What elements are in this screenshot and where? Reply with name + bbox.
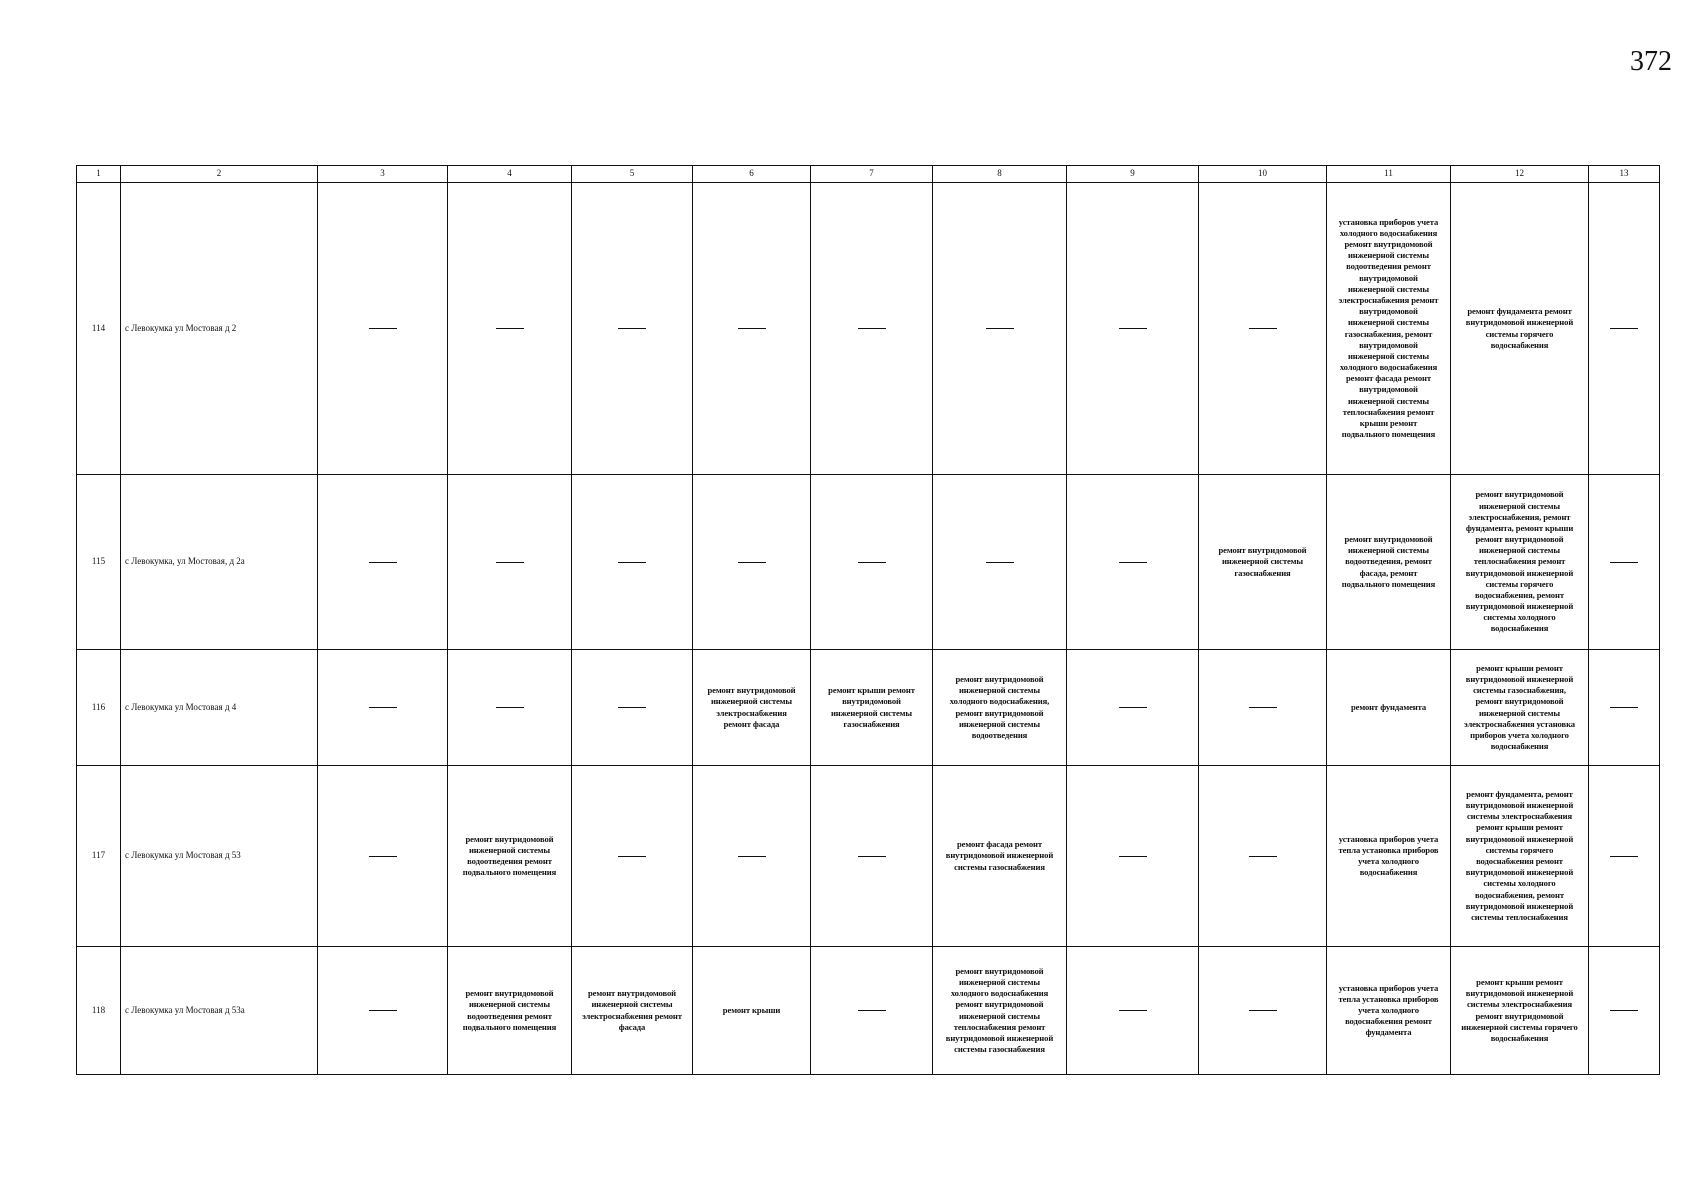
empty-dash-cell [1589, 650, 1660, 766]
works-table [76, 165, 1660, 1075]
empty-dash-cell [318, 475, 448, 650]
work-description-cell [1327, 947, 1451, 1075]
empty-dash-cell [693, 475, 811, 650]
column-header: 1 [77, 166, 121, 183]
dash-mark [1610, 562, 1638, 563]
work-description-text: ремонт внутридомовой инженерной системы электроснабжения ремонт фасада [582, 988, 682, 1032]
work-description-text: ремонт внутридомовой инженерной системы электроснабжения, ремонт фундамента, ремонт крыши ремонт внутридомовой инженерной системы теплоснабжения ремонт внутридомовой инженерной системы горячего водоснабжения, ремонт внутридомовой инженерной системы холодного водоснабжения [1465, 489, 1574, 634]
column-header: 7 [811, 166, 933, 183]
work-description-cell [1199, 475, 1327, 650]
work-description-text: установка приборов учета тепла установка приборов учета холодного водоснабжения [1338, 833, 1439, 878]
work-description-cell [933, 947, 1067, 1075]
empty-dash-cell [318, 766, 448, 947]
empty-dash-cell [1199, 947, 1327, 1075]
dash-mark [369, 707, 397, 708]
work-description-text: ремонт внутридомовой инженерной системы водоотведения ремонт подвального помещения [462, 988, 557, 1032]
work-description-cell [1327, 183, 1451, 475]
work-description-text: ремонт фундамента [1350, 701, 1427, 712]
dash-mark [1610, 856, 1638, 857]
table-row [77, 475, 1660, 650]
work-description-cell [1327, 650, 1451, 766]
empty-dash-cell [1067, 183, 1199, 475]
empty-dash-cell [933, 475, 1067, 650]
empty-dash-cell [693, 183, 811, 475]
empty-dash-cell [1589, 183, 1660, 475]
row-number: 118 [77, 947, 121, 1075]
dash-mark [496, 562, 524, 563]
column-header: 3 [318, 166, 448, 183]
empty-dash-cell [572, 650, 693, 766]
work-description-text: ремонт внутридомовой инженерной системы холодного водоснабжения, ремонт внутридомовой инженерной системы водоотведения [949, 673, 1050, 740]
dash-mark [858, 328, 886, 329]
dash-mark [1610, 328, 1638, 329]
column-header: 8 [933, 166, 1067, 183]
dash-mark [1249, 856, 1277, 857]
work-description-text: ремонт внутридомовой инженерной системы электроснабжения ремонт фасада [707, 685, 796, 729]
work-description-cell [811, 650, 933, 766]
work-description-cell [933, 766, 1067, 947]
work-description-cell [1451, 650, 1589, 766]
column-header: 11 [1327, 166, 1451, 183]
work-description-text: ремонт внутридомовой инженерной системы газоснабжения [1218, 545, 1307, 578]
work-description-cell [1327, 766, 1451, 947]
column-header: 9 [1067, 166, 1199, 183]
dash-mark [618, 707, 646, 708]
dash-mark [1119, 328, 1147, 329]
dash-mark [738, 562, 766, 563]
work-description-text: ремонт крыши [722, 1004, 781, 1015]
empty-dash-cell [572, 766, 693, 947]
column-header: 12 [1451, 166, 1589, 183]
work-description-text: ремонт крыши ремонт внутридомовой инженерной системы газоснабжения, ремонт внутридомовой инженерной системы электроснабжения установка приборов учета холодного водоснабжения [1464, 662, 1575, 752]
dash-mark [618, 856, 646, 857]
empty-dash-cell [811, 947, 933, 1075]
work-description-text: ремонт внутридомовой инженерной системы водоотведения ремонт подвального помещения [462, 833, 557, 878]
dash-mark [858, 562, 886, 563]
dash-mark [1249, 707, 1277, 708]
dash-mark [369, 562, 397, 563]
work-description-text: ремонт крыши ремонт внутридомовой инженерной системы газоснабжения [828, 685, 915, 729]
work-description-cell [1327, 475, 1451, 650]
dash-mark [1249, 328, 1277, 329]
empty-dash-cell [811, 183, 933, 475]
dash-mark [496, 328, 524, 329]
work-description-cell [572, 947, 693, 1075]
empty-dash-cell [1589, 766, 1660, 947]
work-description-cell [693, 947, 811, 1075]
work-description-text: установка приборов учета тепла установка приборов учета холодного водоснабжения ремонт фундамента [1338, 982, 1439, 1038]
dash-mark [369, 1010, 397, 1011]
dash-mark [618, 328, 646, 329]
empty-dash-cell [448, 183, 572, 475]
address-cell: с Левокумка, ул Мостовая, д 2а [121, 475, 318, 650]
work-description-cell [1451, 766, 1589, 947]
column-header: 10 [1199, 166, 1327, 183]
work-description-text: ремонт фундамента, ремонт внутридомовой инженерной системы электроснабжения ремонт крыши ремонт внутридомовой инженерной системы горячего водоснабжения ремонт внутридомовой инженерной системы холодного водоснабжения, ремонт внутридомовой инженерной системы теплоснабжения [1465, 788, 1574, 922]
table-body [77, 183, 1660, 1075]
column-header: 6 [693, 166, 811, 183]
work-description-cell [933, 650, 1067, 766]
work-description-text: ремонт внутридомовой инженерной системы холодного водоснабжения ремонт внутридомовой инженерной системы теплоснабжения ремонт внутридомовой инженерной системы газоснабжения [945, 965, 1054, 1055]
dash-mark [986, 562, 1014, 563]
dash-mark [1119, 562, 1147, 563]
table-row [77, 766, 1660, 947]
empty-dash-cell [1067, 650, 1199, 766]
work-description-cell [1451, 475, 1589, 650]
dash-mark [1119, 1010, 1147, 1011]
column-header: 13 [1589, 166, 1660, 183]
empty-dash-cell [448, 475, 572, 650]
column-header: 2 [121, 166, 318, 183]
row-number: 115 [77, 475, 121, 650]
empty-dash-cell [933, 183, 1067, 475]
empty-dash-cell [811, 475, 933, 650]
work-description-cell [448, 766, 572, 947]
work-description-text: ремонт крыши ремонт внутридомовой инженерной системы электроснабжения ремонт внутридомовой инженерной системы горячего водоснабжения [1461, 976, 1578, 1043]
dash-mark [738, 328, 766, 329]
address-cell: с Левокумка ул Мостовая д 53а [121, 947, 318, 1075]
empty-dash-cell [1199, 766, 1327, 947]
work-description-text: ремонт внутридомовой инженерной системы водоотведения, ремонт фасада, ремонт подвального помещения [1341, 534, 1436, 589]
empty-dash-cell [1067, 475, 1199, 650]
page-number: 372 [1630, 46, 1672, 77]
header-row [77, 166, 1660, 183]
row-number: 114 [77, 183, 121, 475]
empty-dash-cell [318, 947, 448, 1075]
dash-mark [1119, 707, 1147, 708]
empty-dash-cell [1589, 475, 1660, 650]
dash-mark [369, 328, 397, 329]
empty-dash-cell [318, 650, 448, 766]
empty-dash-cell [1067, 947, 1199, 1075]
empty-dash-cell [1199, 650, 1327, 766]
dash-mark [1610, 1010, 1638, 1011]
work-description-cell [693, 650, 811, 766]
empty-dash-cell [1589, 947, 1660, 1075]
row-number: 117 [77, 766, 121, 947]
column-header: 4 [448, 166, 572, 183]
dash-mark [618, 562, 646, 563]
dash-mark [986, 328, 1014, 329]
work-description-text: ремонт фундамента ремонт внутридомовой инженерной системы горячего водоснабжения [1465, 306, 1574, 350]
empty-dash-cell [318, 183, 448, 475]
work-description-cell [1451, 947, 1589, 1075]
empty-dash-cell [1199, 183, 1327, 475]
empty-dash-cell [811, 766, 933, 947]
empty-dash-cell [1067, 766, 1199, 947]
dash-mark [369, 856, 397, 857]
works-table-container [76, 165, 1659, 1075]
address-cell: с Левокумка ул Мостовая д 53 [121, 766, 318, 947]
table-row [77, 947, 1660, 1075]
empty-dash-cell [448, 650, 572, 766]
dash-mark [858, 1010, 886, 1011]
work-description-cell [1451, 183, 1589, 475]
dash-mark [858, 856, 886, 857]
dash-mark [1610, 707, 1638, 708]
dash-mark [738, 856, 766, 857]
table-row [77, 650, 1660, 766]
empty-dash-cell [693, 766, 811, 947]
dash-mark [1119, 856, 1147, 857]
empty-dash-cell [572, 475, 693, 650]
empty-dash-cell [572, 183, 693, 475]
work-description-cell [448, 947, 572, 1075]
dash-mark [496, 707, 524, 708]
table-row [77, 183, 1660, 475]
row-number: 116 [77, 650, 121, 766]
address-cell: с Левокумка ул Мостовая д 4 [121, 650, 318, 766]
dash-mark [1249, 1010, 1277, 1011]
work-description-text: ремонт фасада ремонт внутридомовой инженерной системы газоснабжения [945, 839, 1054, 872]
address-cell: с Левокумка ул Мостовая д 2 [121, 183, 318, 475]
column-header: 5 [572, 166, 693, 183]
work-description-text: установка приборов учета холодного водоснабжения ремонт внутридомовой инженерной системы водоотведения ремонт внутридомовой инженерной системы электроснабжения ремонт внутридомовой инженерной системы газоснабжения, ремонт внутридомовой инженерной системы холодного водоснабжения ремонт фасада ремонт внутридомовой инженерной системы теплоснабжения ремонт крыши ремонт подвального помещения [1338, 216, 1439, 440]
